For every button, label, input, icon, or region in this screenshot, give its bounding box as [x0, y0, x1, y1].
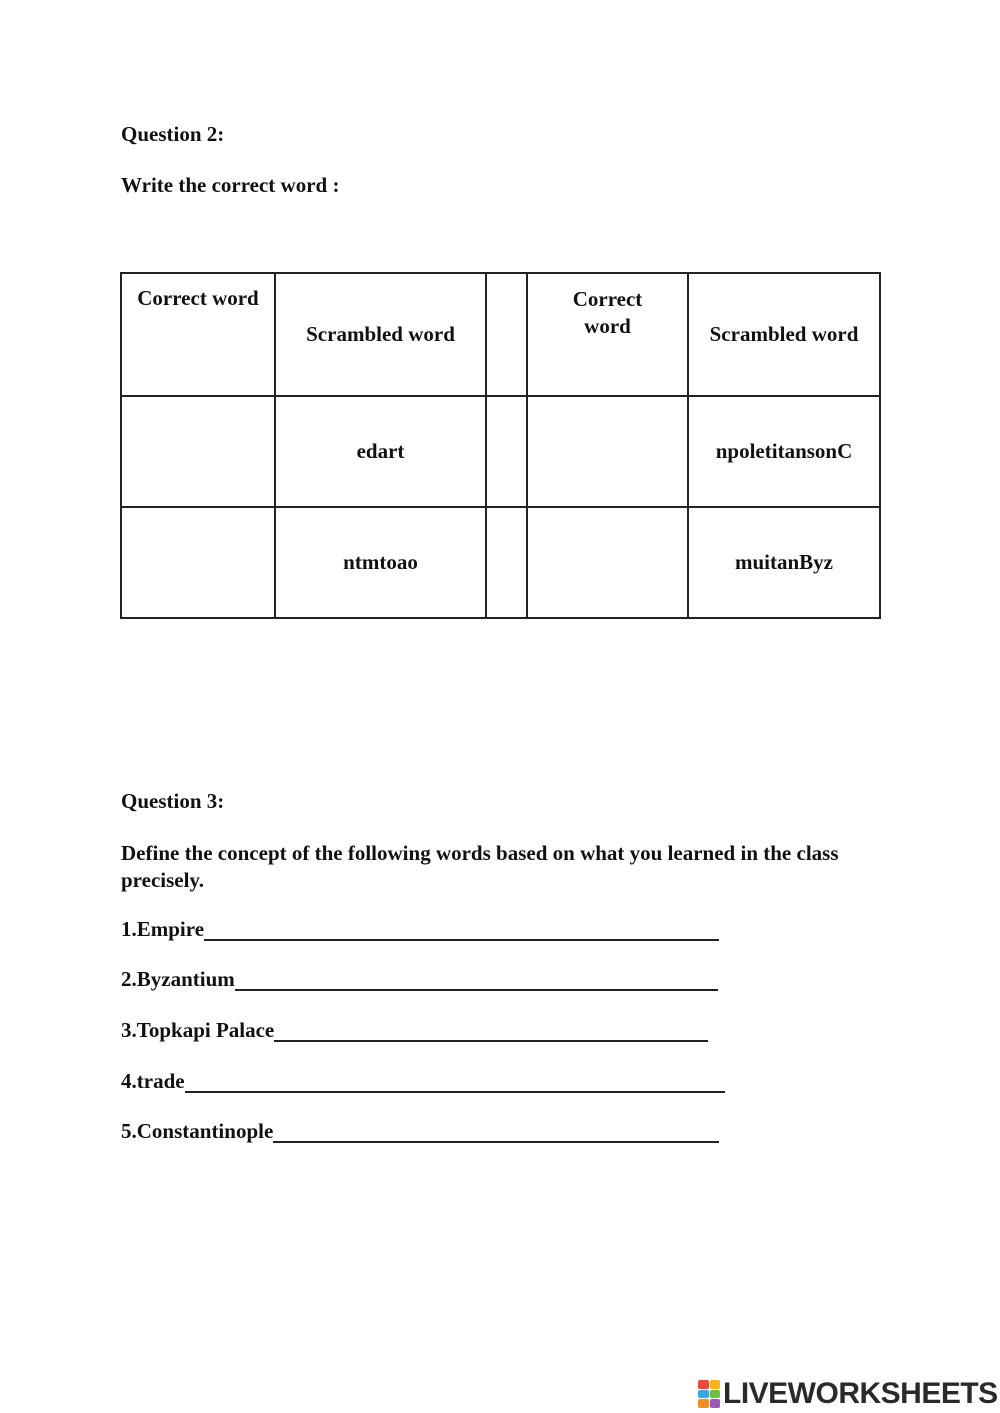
definition-term: 1.Empire [121, 917, 205, 941]
answer-cell[interactable] [527, 507, 688, 618]
scrambled-words-table [120, 272, 881, 619]
question-2-heading: Question 2: [121, 122, 225, 146]
header-correct-word-2: Correct word [527, 273, 688, 396]
scrambled-cell: muitanByz [688, 507, 880, 618]
logo-square [710, 1390, 721, 1399]
answer-blank[interactable] [204, 938, 719, 941]
logo-square [698, 1380, 709, 1389]
definition-item-byzantium [121, 967, 718, 992]
liveworksheets-brand [698, 1379, 998, 1409]
definition-term: 4.trade [121, 1069, 185, 1093]
brand-name: LIVEWORKSHEETS [723, 1377, 998, 1410]
answer-cell[interactable] [527, 396, 688, 507]
table-header-row [121, 273, 880, 396]
definition-term: 2.Byzantium [121, 967, 235, 991]
scrambled-cell: ntmtoao [275, 507, 486, 618]
logo-square [698, 1390, 709, 1399]
answer-blank[interactable] [273, 1140, 719, 1143]
answer-cell[interactable] [121, 396, 275, 507]
answer-cell[interactable] [121, 507, 275, 618]
spacer-cell [486, 507, 527, 618]
table-row [121, 507, 880, 618]
table-row [121, 396, 880, 507]
answer-blank[interactable] [235, 988, 718, 991]
logo-square [710, 1380, 721, 1389]
scrambled-cell: npoletitansonC [688, 396, 880, 507]
definition-item-trade [121, 1069, 725, 1094]
question-3-instruction: Define the concept of the following words based on what you learned in the class precisely. [121, 841, 839, 892]
question-3-heading: Question 3: [121, 789, 225, 813]
answer-blank[interactable] [274, 1039, 708, 1042]
definition-item-constantinople [121, 1119, 719, 1144]
spacer-cell [486, 396, 527, 507]
answer-blank[interactable] [185, 1090, 725, 1093]
header-scrambled-word: Scrambled word [275, 273, 486, 396]
logo-square [698, 1399, 709, 1408]
logo-square [710, 1399, 721, 1408]
definition-term: 5.Constantinople [121, 1119, 274, 1143]
definition-term: 3.Topkapi Palace [121, 1018, 275, 1042]
header-scrambled-word-2: Scrambled word [688, 273, 880, 396]
definition-item-empire [121, 917, 719, 942]
header-spacer [486, 273, 527, 396]
scrambled-cell: edart [275, 396, 486, 507]
definition-item-topkapi-palace [121, 1018, 708, 1043]
header-correct-word: Correct word [121, 273, 275, 396]
liveworksheets-logo-icon [698, 1380, 720, 1408]
question-2-instruction: Write the correct word : [121, 173, 340, 197]
